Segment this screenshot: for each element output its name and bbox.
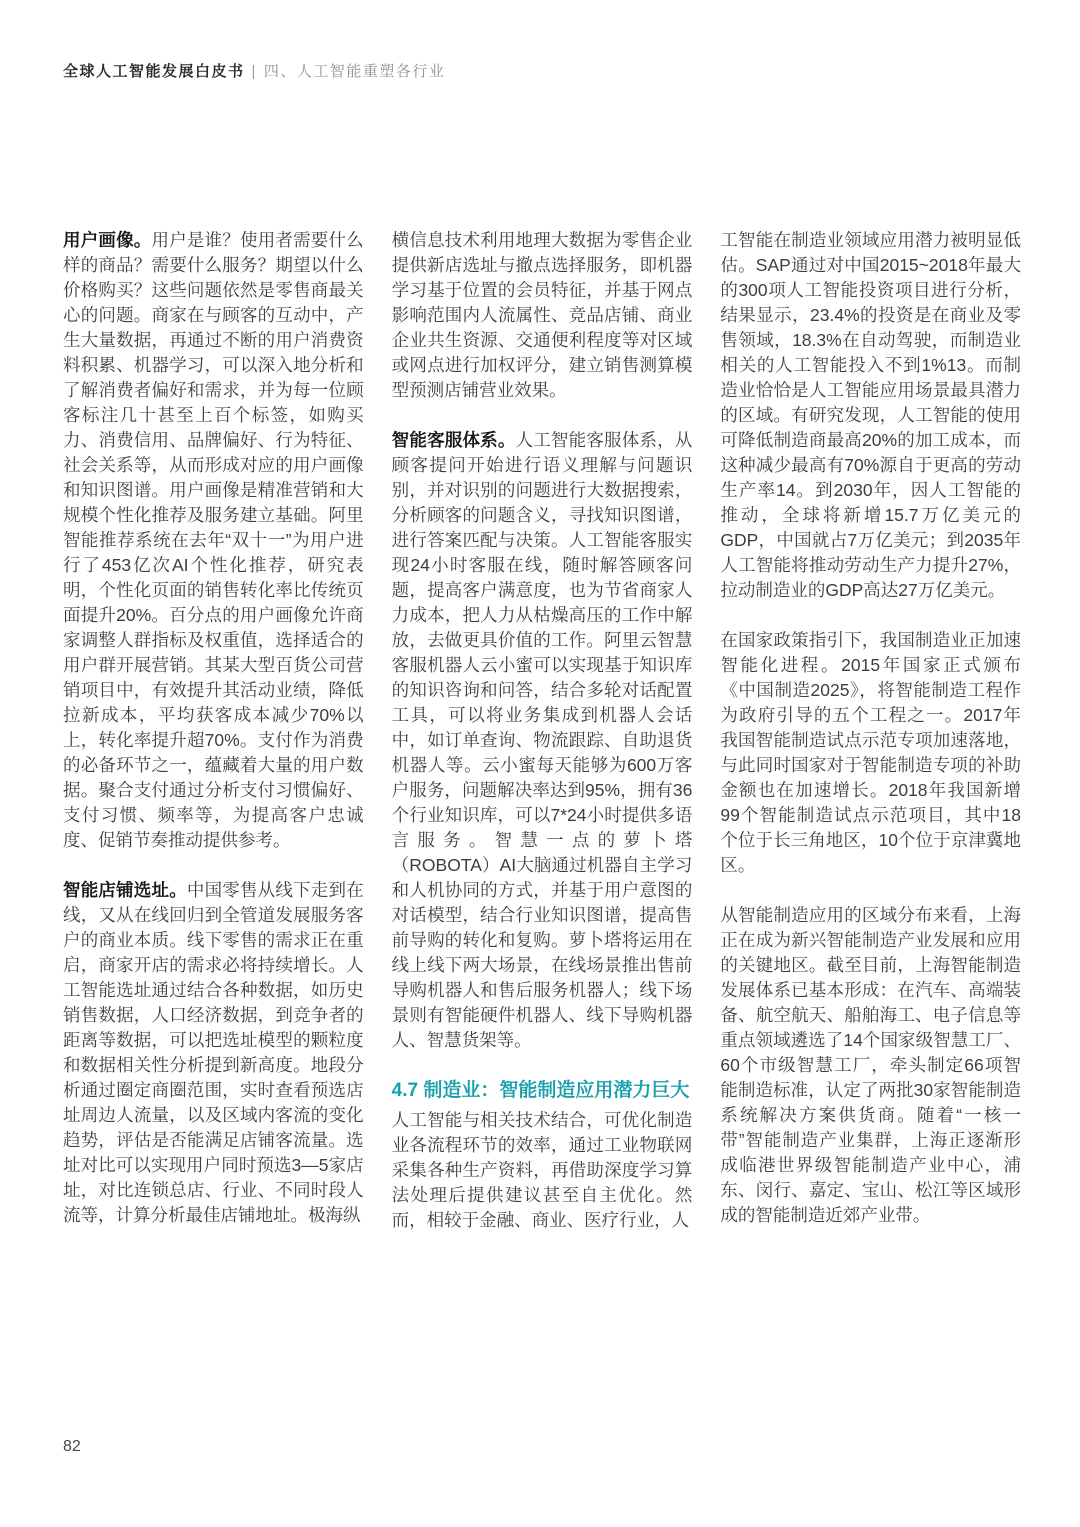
paragraph-text: 人工智能客服体系，从顾客提问开始进行语义理解与问题识别，并对识别的问题进行大数据搜索，分析顾客的问题含义，寻找知识图谱，进行答案匹配与决策。人工智能客服实现24小时客服在线，随时解答顾客问题，提高客户满意度，也为节省商家人力成本，把人力从枯燥高压的工作中解放，去做更具价值的工作。阿里云智慧客服机器人云小蜜可以实现基于知识库的知识咨询和问答，结合多轮对话配置工具，可以将业务集成到机器人会话中，如订单查询、物流跟踪、自助退货机器人等。云小蜜每天能够为600万客户服务，问题解决率达到95%，拥有36个行业知识库，可以7*24小时提供多语言服务。智慧一点的萝卜塔（ROBOTA）AI大脑通过机器自主学习和人机协同的方式，并基于用户意图的对话模型，结合行业知识图谱，提高售前导购的转化和复购。萝卜塔将运用在线上线下两大场景，在线场景推出售前导购机器人和售后服务机器人；线下场景则有智能硬件机器人、线下导购机器人、智慧货架等。 <box>391 430 693 1050</box>
page-footer <box>63 1438 81 1456</box>
paragraph-manufacturing-intro <box>392 1108 693 1233</box>
paragraph-geo-bigdata <box>392 228 693 403</box>
column-3 <box>720 228 1021 1233</box>
article-body <box>63 228 1021 1233</box>
paragraph-smart-customer-service <box>392 428 693 1053</box>
paragraph-shanghai-region <box>720 903 1021 1228</box>
column-2 <box>392 228 693 1233</box>
paragraph-text: 在国家政策指引下，我国制造业正加速智能化进程。2015年国家正式颁布《中国制造2025》，将智能制造工程作为政府引导的五个工程之一。2017年我国智能制造试点示范专项加速落地，与此同时国家对于智能制造专项的补助金额也在加速增长。2018年我国新增99个智能制造试点示范项目，其中18个位于长三角地区，10个位于京津冀地区。 <box>720 630 1022 875</box>
paragraph-text: 中国零售从线下走到在线，又从在线回归到全管道发展服务客户的商业本质。线下零售的需求正在重启，商家开店的需求必将持续增长。人工智能选址通过结合各种数据，如历史销售数据，人口经济数据，到竞争者的距离等数据，可以把选址模型的颗粒度和数据相关性分析提到新高度。地段分析通过圈定商圈范围，实时查看预选店址周边人流量，以及区域内客流的变化趋势，评估是否能满足店铺客流量。选址对比可以实现用户同时预选3—5家店址，对比连锁总店、行业、不同时段人流等，计算分析最佳店铺地址。极海纵 <box>63 880 364 1225</box>
paragraph-national-policy <box>720 628 1021 878</box>
doc-title: 全球人工智能发展白皮书 <box>63 63 245 80</box>
paragraph-text: 人工智能与相关技术结合，可优化制造业各流程环节的效率，通过工业物联网采集各种生产资料，再借助深度学习算法处理后提供建议甚至自主优化。然而，相较于金融、商业、医疗行业，人 <box>391 1110 693 1230</box>
column-1 <box>63 228 364 1233</box>
paragraph-text: 从智能制造应用的区域分布来看，上海正在成为新兴智能制造产业发展和应用的关键地区。截至目前，上海智能制造发展体系已基本形成：在汽车、高端装备、航空航天、船舶海工、电子信息等重点领域遴选了14个国家级智慧工厂、60个市级智慧工厂，牵头制定66项智能制造标准，认定了两批30家智能制造系统解决方案供货商。随着“一核一带”智能制造产业集群，上海正逐渐形成临港世界级智能制造产业中心，浦东、闵行、嘉定、宝山、松江等区域形成的智能制造近郊产业带。 <box>720 905 1022 1225</box>
section-4-7-heading: 4.7 制造业：智能制造应用潜力巨大 <box>391 1080 690 1101</box>
paragraph-text: 用户是谁？使用者需要什么样的商品？需要什么服务？期望以什么价格购买？这些问题依然是零售商最关心的问题。商家在与顾客的互动中，产生大量数据，再通过不断的用户消费资料积累、机器学习，可以深入地分析和了解消费者偏好和需求，并为每一位顾客标注几十甚至上百个标签，如购买力、消费信用、品牌偏好、行为特征、社会关系等，从而形成对应的用户画像和知识图谱。用户画像是精准营销和大规模个性化推荐及服务建立基础。阿里智能推荐系统在去年“双十一”为用户进行了453亿次AI个性化推荐，研究表明，个性化页面的销售转化率比传统页面提升20%。百分点的用户画像允许商家调整人群指标及权重值，选择适合的用户群开展营销。其某大型百货公司营销项目中，有效提升其活动业绩，降低拉新成本，平均获客成本减少70%以上，转化率提升超70%。支付作为消费的必备环节之一，蕴藏着大量的用户数据。聚合支付通过分析支付习惯偏好、支付习惯、频率等，为提高客户忠诚度、促销节奏推动提供参考。 <box>63 230 364 850</box>
paragraph-lead: 智能客服体系。 <box>391 430 516 450</box>
page-number: 82 <box>63 1438 81 1455</box>
paragraph-text: 工智能在制造业领域应用潜力被明显低估。SAP通过对中国2015~2018年最大的300项人工智能投资项目进行分析，结果显示，23.4%的投资是在商业及零售领域，18.3%在自动驾驶，而制造业相关的人工智能投入不到1%13。而制造业恰恰是人工智能应用场景最具潜力的区域。有研究发现，人工智能的使用可降低制造商最高20%的加工成本，而这种减少最高有70%源自于更高的劳动生产率14。到2030年，因人工智能的推动，全球将新增15.7万亿美元的GDP，中国就占7万亿美元；到2035年人工智能将推动劳动生产力提升27%，拉动制造业的GDP高达27万亿美元。 <box>720 230 1022 600</box>
section-title: 四、人工智能重塑各行业 <box>263 63 446 80</box>
paragraph-text: 横信息技术利用地理大数据为零售企业提供新店选址与撤点选择服务，即机器学习基于位置的会员特征，并基于网点影响范围内人流属性、竞品店铺、商业企业共生资源、交通便利程度等对区域或网点进行加权评分，建立销售测算模型预测店铺营业效果。 <box>391 230 693 400</box>
page-header <box>63 60 445 81</box>
paragraph-manufacturing-investment <box>720 228 1021 603</box>
header-separator: | <box>251 63 257 80</box>
paragraph-user-profile <box>63 228 364 853</box>
paragraph-store-location <box>63 878 364 1228</box>
paragraph-lead: 智能店铺选址。 <box>63 880 187 900</box>
paragraph-lead: 用户画像。 <box>63 230 152 250</box>
